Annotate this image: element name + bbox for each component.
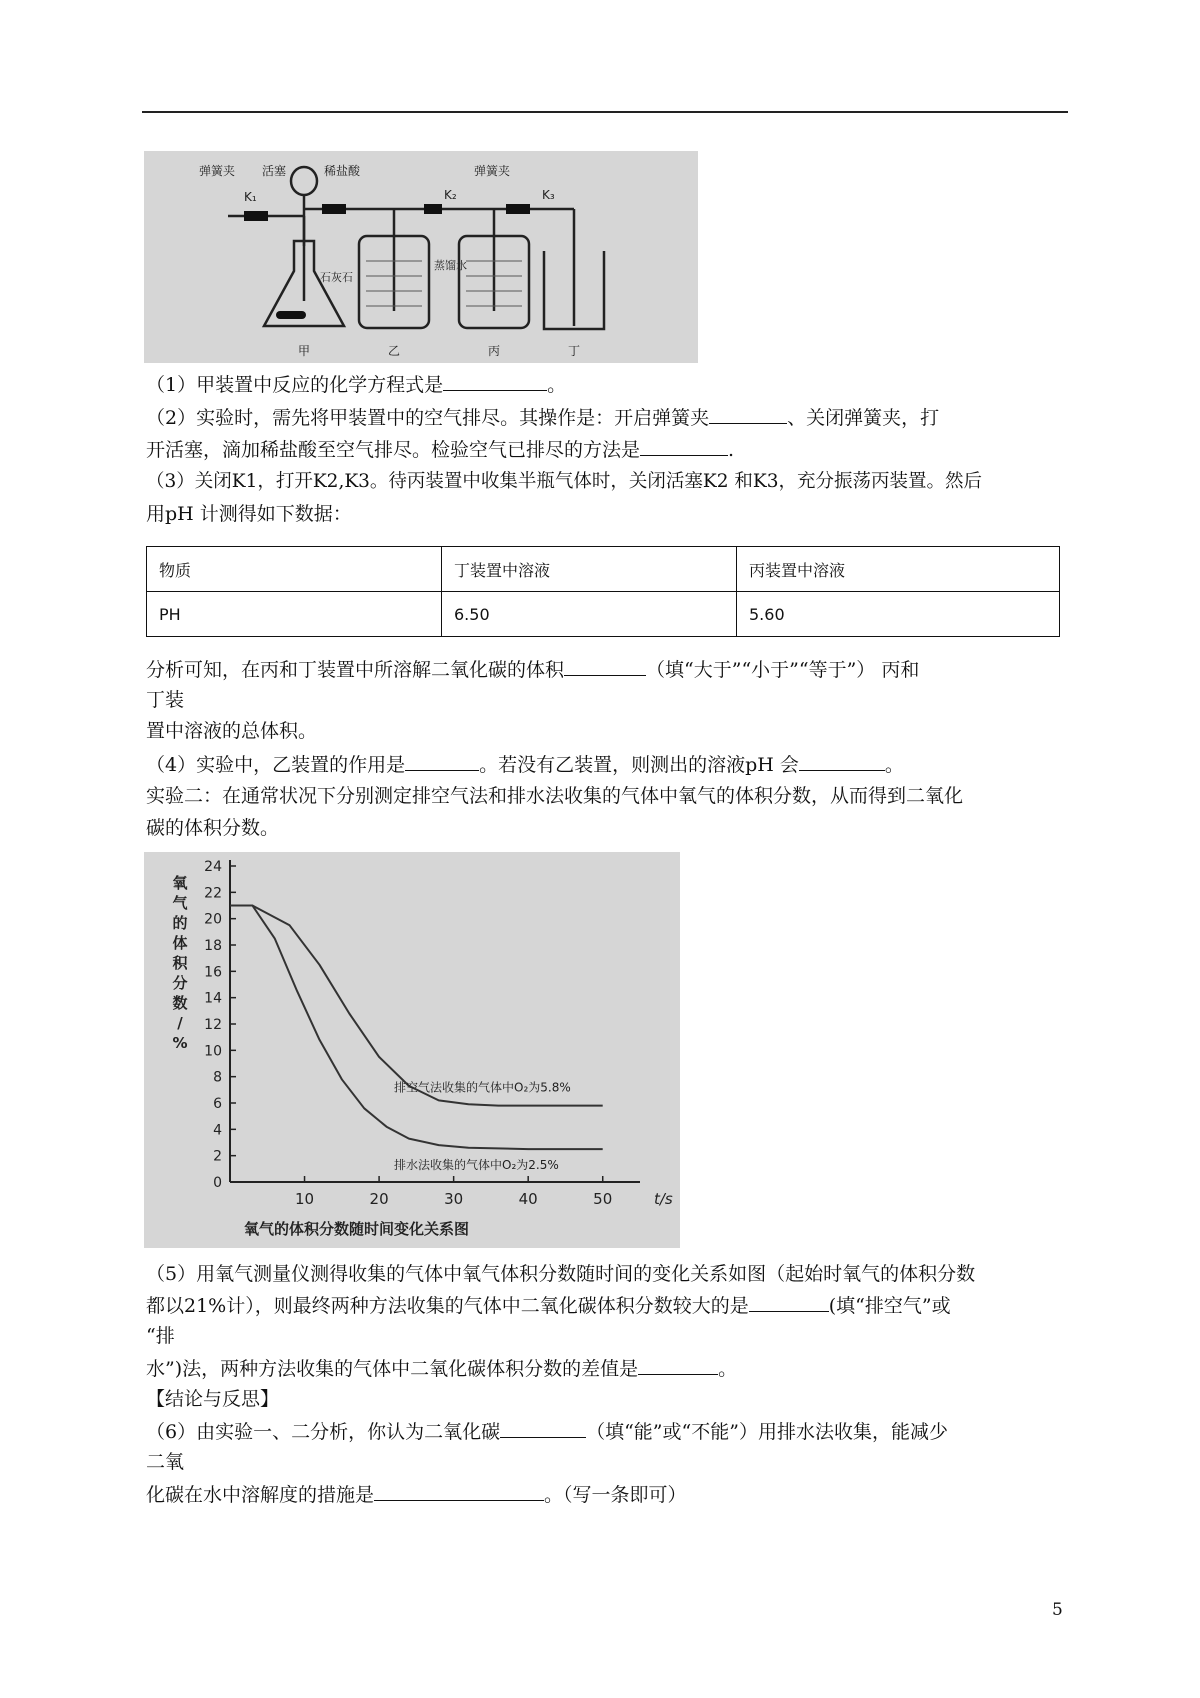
series-label-2: 排水法收集的气体中O₂为2.5% <box>394 1158 559 1173</box>
table-header-cell: 丙装置中溶液 <box>737 547 1060 592</box>
question-3-line1: （3）关闭K1，打开K2,K3。待丙装置中收集半瓶气体时，关闭活塞K2 和K3，充分振荡丙装置。然后 <box>146 471 982 492</box>
answer-blank-3[interactable] <box>564 657 646 676</box>
question-1: （1）甲装置中反应的化学方程式是 。 <box>146 374 567 396</box>
table-header-row <box>147 547 1060 592</box>
answer-blank-4b[interactable] <box>799 752 885 771</box>
question-6-line1: （6）由实验一、二分析，你认为二氧化碳 （填“能”或“不能”）用排水法收集，能减少 <box>146 1421 948 1443</box>
label-dilute-hcl: 稀盐酸 <box>324 164 361 178</box>
x-tick-label: 10 <box>294 1190 315 1208</box>
y-tick-label: 24 <box>204 859 222 875</box>
y-tick-label: 10 <box>204 1043 222 1060</box>
label-bing: 丙 <box>488 344 501 358</box>
x-tick-label: 20 <box>369 1190 389 1208</box>
y-label-char: 气 <box>172 894 188 912</box>
y-tick-label: 22 <box>204 885 222 902</box>
question-2-line2: 开活塞，滴加稀盐酸至空气排尽。检验空气已排尽的方法是 . <box>146 439 735 461</box>
header-rule <box>142 111 1068 113</box>
chart-x-label: t/s <box>654 1190 673 1208</box>
answer-blank-1[interactable] <box>443 372 547 391</box>
question-2-line1: （2）实验时，需先将甲装置中的空气排尽。其操作是：开启弹簧夹 、关闭弹簧夹，打 <box>146 407 940 429</box>
y-tick-label: 2 <box>213 1148 222 1165</box>
apparatus-figure <box>144 151 698 363</box>
series-line-1 <box>230 906 603 1106</box>
conclusion-title: 【结论与反思】 <box>146 1388 280 1410</box>
answer-blank-2a[interactable] <box>709 405 787 424</box>
question-5-line2: 都以21%计），则最终两种方法收集的气体中二氧化碳体积分数较大的是 (填“排空气”或 <box>146 1295 951 1317</box>
question-5-line1: （5）用氧气测量仪测得收集的气体中氧气体积分数随时间的变化关系如图（起始时氧气的体积分数 <box>146 1263 976 1285</box>
y-tick-label: 0 <box>213 1175 222 1191</box>
y-label-char: 数 <box>172 994 188 1012</box>
question-4: （4）实验中，乙装置的作用是 。若没有乙装置，则测出的溶液pH 会 。 <box>146 754 904 776</box>
analysis-line3: 置中溶液的总体积。 <box>146 720 318 742</box>
answer-blank-5b[interactable] <box>638 1356 718 1375</box>
y-tick-label: 16 <box>204 964 222 981</box>
label-limestone: 石灰石 <box>320 271 353 284</box>
chart-title: 氧气的体积分数随时间变化关系图 <box>244 1220 470 1238</box>
page-number: 5 <box>1052 1600 1063 1620</box>
label-yi: 乙 <box>388 344 401 358</box>
table-header-cell: 丁装置中溶液 <box>442 547 737 592</box>
y-tick-label: 8 <box>213 1069 222 1086</box>
question-3-line2: 用pH 计测得如下数据： <box>146 503 352 525</box>
y-tick-label: 20 <box>204 911 222 928</box>
label-clip-right: 弹簧夹 <box>474 164 511 178</box>
question-6-line2: 二氧 <box>146 1451 185 1473</box>
table-header-cell: 物质 <box>147 547 442 592</box>
table-cell: PH <box>147 592 442 637</box>
y-tick-label: 12 <box>204 1017 222 1033</box>
y-tick-label: 6 <box>213 1096 222 1112</box>
oxygen-chart <box>144 852 680 1248</box>
series-line-2 <box>230 906 603 1150</box>
label-distilled-water: 蒸馏水 <box>434 259 467 272</box>
y-tick-label: 14 <box>204 990 222 1007</box>
answer-blank-5a[interactable] <box>749 1293 829 1312</box>
analysis-line2: 丁装 <box>146 689 185 711</box>
y-label-char: 的 <box>172 914 188 932</box>
y-label-char: % <box>172 1034 188 1052</box>
x-tick-label: 50 <box>593 1190 613 1208</box>
x-tick-label: 30 <box>444 1190 464 1208</box>
question-5-line3: “排 <box>146 1325 175 1347</box>
label-stopcock: 活塞 <box>262 164 287 178</box>
table-cell: 6.50 <box>442 592 737 637</box>
y-label-char: 积 <box>172 954 188 972</box>
y-label-char: 氧 <box>172 874 188 892</box>
experiment-2-line1: 实验二：在通常状况下分别测定排空气法和排水法收集的气体中氧气的体积分数，从而得到二氧化 <box>146 785 964 807</box>
chart-y-label <box>172 874 188 1052</box>
table-row <box>147 592 1060 637</box>
analysis-line1: 分析可知，在丙和丁装置中所溶解二氧化碳的体积 （填“大于”“小于”“等于”） 丙和 <box>146 659 920 681</box>
label-clip-left: 弹簧夹 <box>199 164 236 178</box>
y-label-char: / <box>177 1014 183 1032</box>
answer-blank-6a[interactable] <box>500 1419 586 1438</box>
label-k3: K₃ <box>542 188 555 202</box>
table-cell: 5.60 <box>737 592 1060 637</box>
answer-blank-6b[interactable] <box>374 1482 544 1501</box>
question-6-line3: 化碳在水中溶解度的措施是 。（写一条即可） <box>146 1484 687 1506</box>
label-jia: 甲 <box>298 344 311 358</box>
ph-data-table <box>146 546 1060 637</box>
question-5-line4: 水”)法，两种方法收集的气体中二氧化碳体积分数的差值是 。 <box>146 1358 738 1380</box>
label-ding: 丁 <box>568 344 581 358</box>
y-label-char: 体 <box>172 934 188 952</box>
y-tick-label: 4 <box>213 1122 222 1139</box>
y-label-char: 分 <box>172 974 188 992</box>
label-k1: K₁ <box>244 190 257 204</box>
series-label-1: 排空气法收集的气体中O₂为5.8% <box>394 1080 571 1095</box>
answer-blank-4a[interactable] <box>405 752 479 771</box>
label-k2: K₂ <box>444 188 457 202</box>
x-tick-label: 40 <box>518 1190 538 1208</box>
experiment-2-line2: 碳的体积分数。 <box>146 817 280 839</box>
answer-blank-2b[interactable] <box>640 437 728 456</box>
y-tick-label: 18 <box>204 938 222 954</box>
